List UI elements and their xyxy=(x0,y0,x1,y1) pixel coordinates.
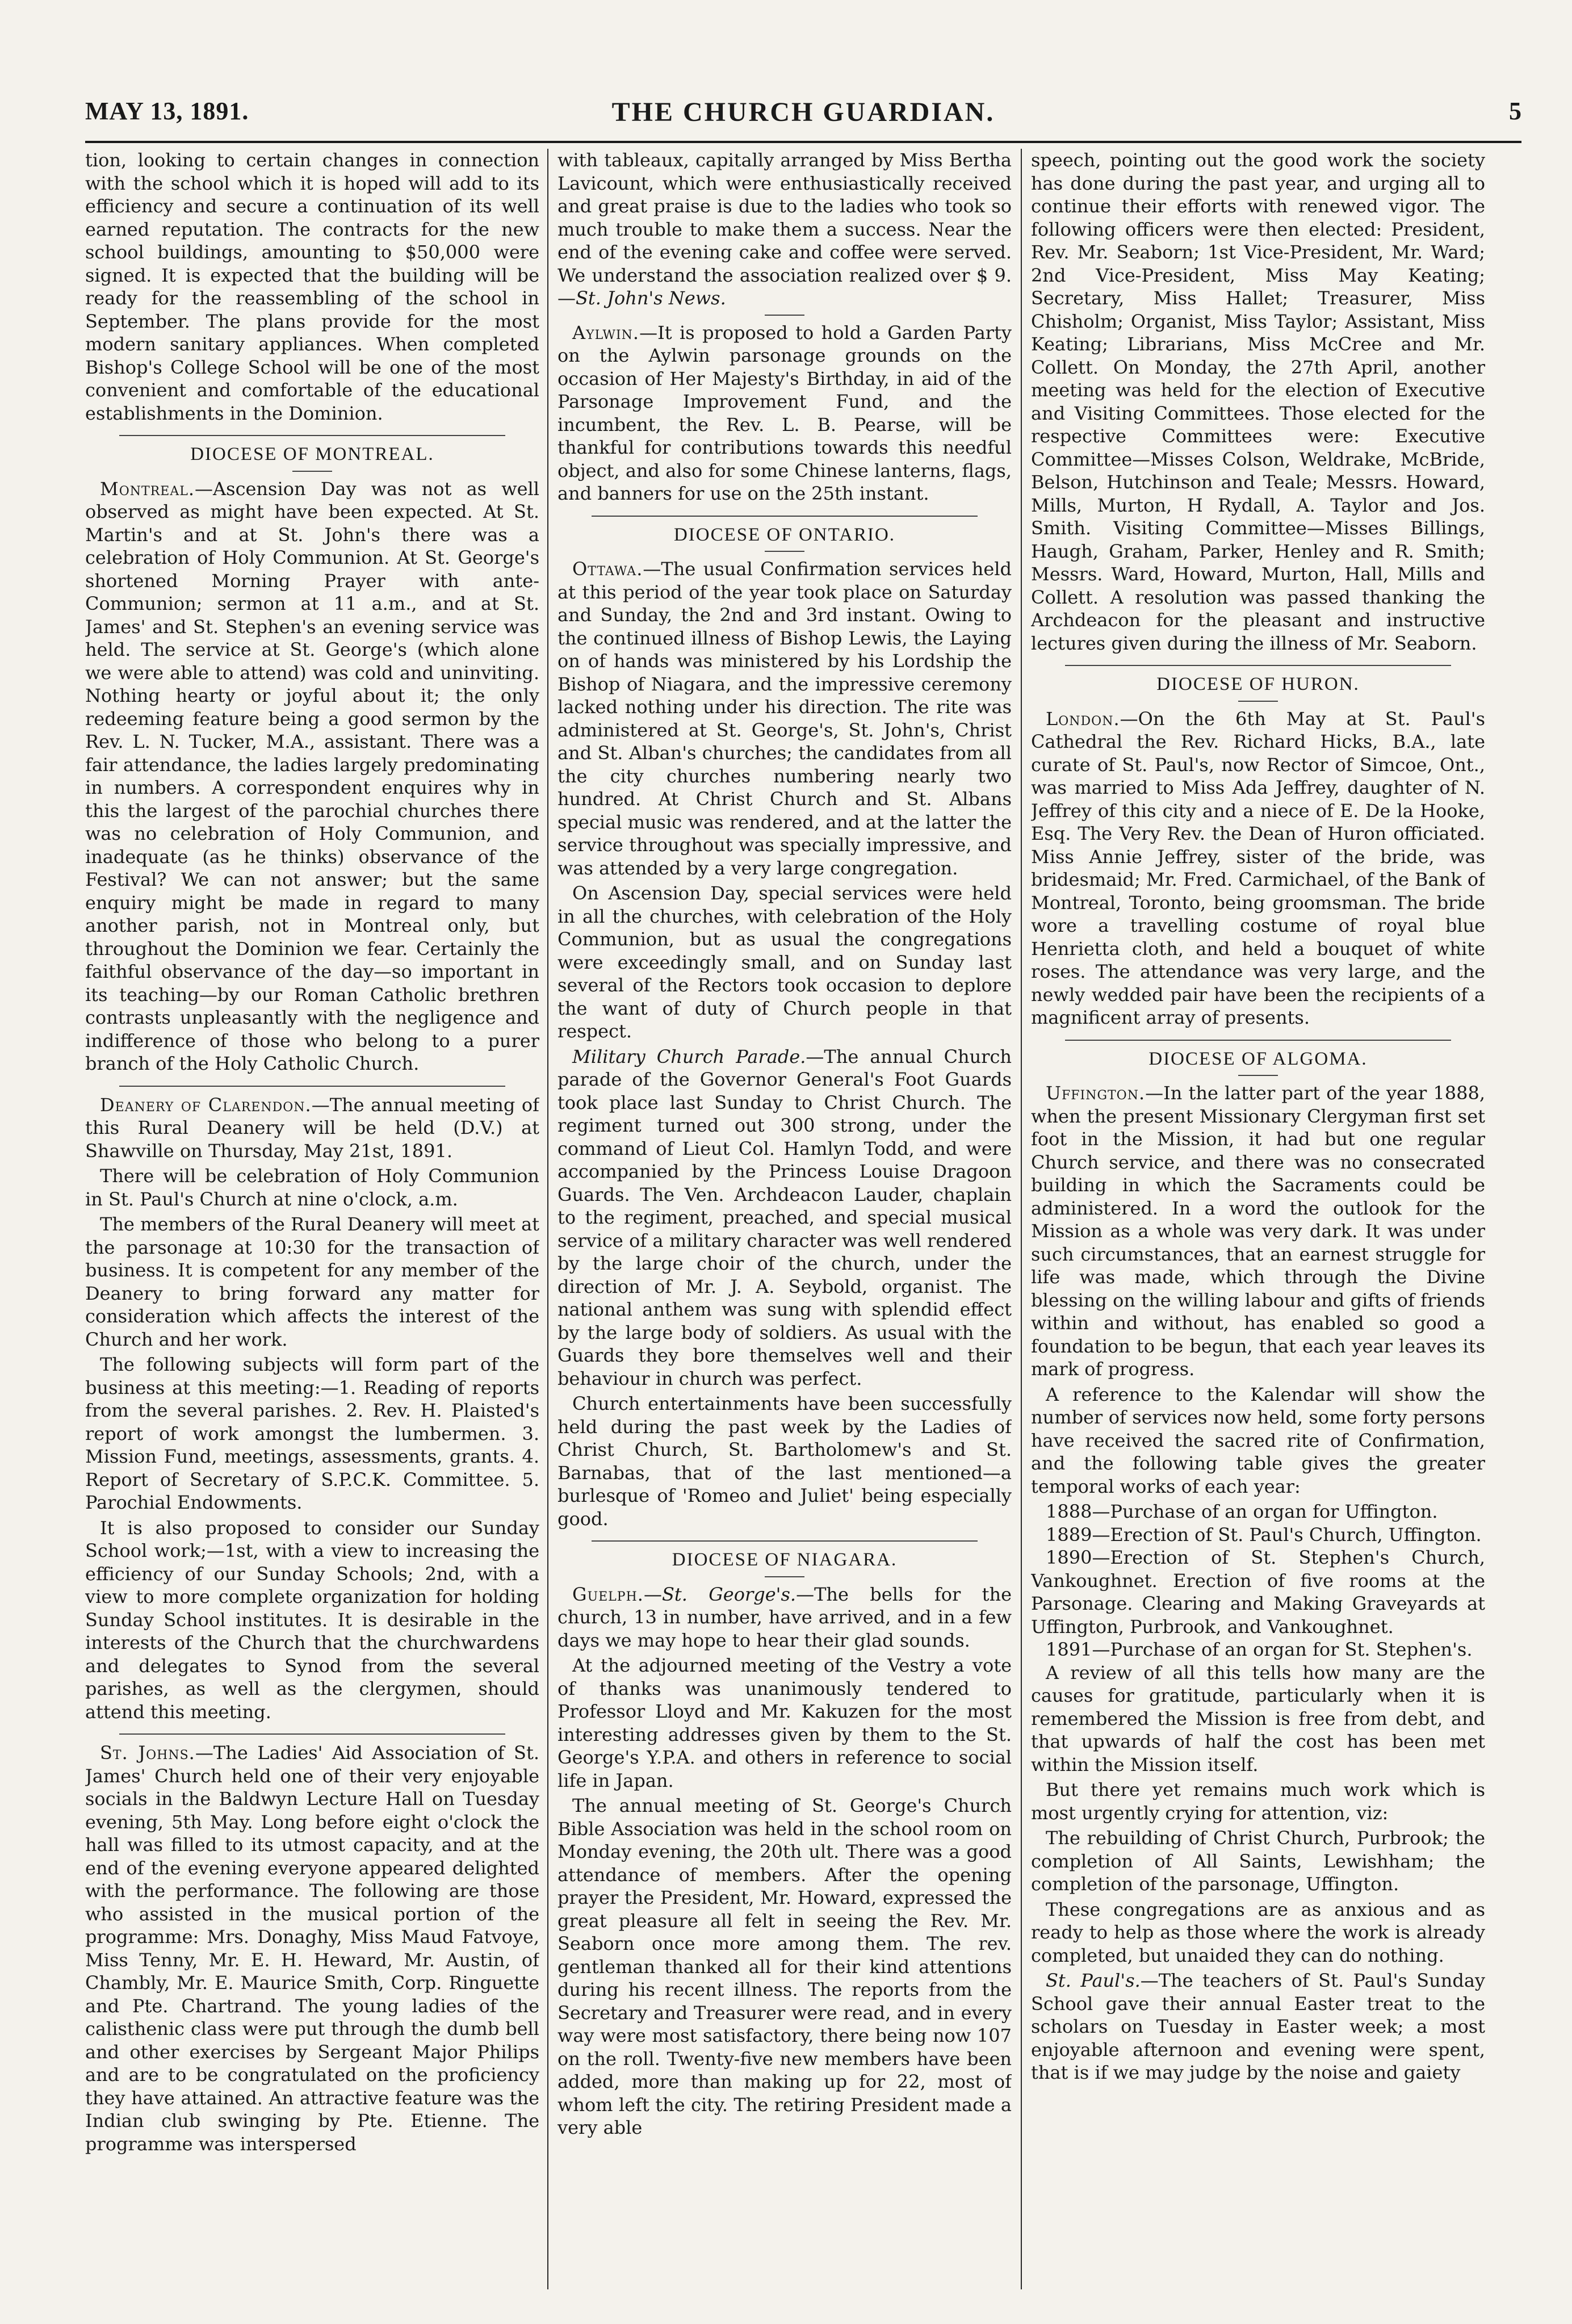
section-rule xyxy=(119,1086,505,1087)
article-lead: Montreal. xyxy=(100,478,195,500)
section-rule xyxy=(119,435,505,436)
article-lead: Aylwin. xyxy=(572,321,640,344)
article-paragraph: On Ascension Day, special services were held in all the churches, with celebration of the Holy Communion, but as usual the congregations were exceedingly small, and on Sunday last several of the Rectors took occasion to deplore the want of duty of Church people in that respect. xyxy=(557,882,1012,1042)
article-paragraph: speech, pointing out the good work the society has done during the past year, and urging all to continue their efforts with renewed vigor. The following officers were then elected: President, Rev. Mr. Seaborn; 1st Vice-President, Mr. Ward; 2nd Vice-President, Miss May Keating; Secretary, Miss Hallet; Treasurer, Miss Chisholm; Organist, Miss Taylor; Assistant, Miss Keating; Librarians, Miss McCree and Mr. Collett. On Monday, the 27th April, another meeting was held for the election of Executive and Visiting Committees. Those elected for the respective Committees were: Executive Committee—Misses Colson, Weldrake, McBride, Belson, Hutchinson and Teale; Messrs. Howard, Mills, Murton, H Rydall, A. Taylor and Jos. Smith. Visiting Committee—Misses Billings, Haugh, Graham, Parker, Henley and R. Smith; Messrs. Ward, Howard, Murton, Hall, Mills and Collett. A resolution was passed thanking the Archdeacon for the pleasant and instructive lectures given during the illness of Mr. Seaborn. xyxy=(1031,149,1485,654)
column-1 xyxy=(85,149,539,2295)
article-lead: Deanery of Clarendon. xyxy=(100,1094,312,1116)
article-paragraph: These congregations are as anxious and as ready to help as those where the work is already completed, but unaided they can do nothing. xyxy=(1031,1898,1485,1966)
heading-rule xyxy=(1238,1075,1278,1076)
column-3 xyxy=(1031,149,1485,2295)
article-paragraph xyxy=(557,321,1012,505)
article-paragraph xyxy=(85,1741,539,2155)
article-sublead: St. George's. xyxy=(661,1583,797,1605)
column-divider xyxy=(547,149,548,2289)
article-lead: Ottawa. xyxy=(572,558,643,580)
article-paragraph xyxy=(557,558,1012,880)
heading-rule xyxy=(292,471,332,472)
article-paragraph: tion, looking to certain changes in connection with the school which it is hoped will add to its efficiency and secure a continuation of its well earned reputation. The contracts for the new school buildings, amounting to $50,000 were signed. It is expected that the building will be ready for the reassembling of the school in September. The plans provide for the most modern sanitary appliances. When completed Bishop's College School will be one of the most convenient and comfortable of the educational establishments in the Dominion. xyxy=(85,149,539,424)
section-heading-algoma: DIOCESE OF ALGOMA. xyxy=(1148,1048,1368,1069)
article-source: St. John's News. xyxy=(576,287,726,309)
article-lead: Guelph. xyxy=(572,1583,644,1605)
section-rule xyxy=(1065,665,1451,666)
article-paragraph xyxy=(557,149,1012,310)
section-rule xyxy=(119,1733,505,1735)
article-text: —The annual meeting of this Rural Deanery will be held (D.V.) at Shawville on Thursday, May 21st, 1891. xyxy=(85,1094,539,1162)
article-paragraph: The following subjects will form part of the business at this meeting:—1. Reading of reports from the several parishes. 2. Rev. H. Plaisted's report of work amongst the lumbermen. 3. Mission Fund, meetings, assessments, grants. 4. Report of Secretary of S.P.C.K. Committee. 5. Parochial Endowments. xyxy=(85,1354,539,1513)
column-divider xyxy=(1021,149,1022,2289)
list-item: 1890—Erection of St. Stephen's Church, Vankoughnet. Erection of five rooms at the Parsonage. Clearing and Making Graveyards at Uffington, Purbrook, and Vankoughnet. xyxy=(1031,1547,1485,1638)
article-text: —Ascension Day was not as well observed as might have been expected. At St. Martin's and at St. John's there was a celebration of Holy Communion. At St. George's shortened Morning Prayer with ante-Communion; sermon at 11 a.m., and at St. James' and St. Stephen's an evening service was held. The service at St. George's (which alone we were able to attend) was cold and uninviting. Nothing hearty or joyful about it; the only redeeming feature being a good sermon by the Rev. L. N. Tucker, M.A., assistant. There was a fair attendance, the ladies largely predominating in numbers. A correspondent enquires why in this the largest of the parochial churches there was no celebration of Holy Communion, and inadequate (as he thinks) observance of the Festival? We can not answer; but the same enquiry might be made in regard to many another parish, not in Montreal only, but throughout the Dominion we fear. Certainly the faithful observance of the day—so important in its teaching—by our Roman Catholic brethren contrasts unpleasantly with the negligence and indifference of those who belong to a purer branch of the Holy Catholic Church. xyxy=(85,478,539,1074)
article-paragraph: It is also proposed to consider our Sunday School work;—1st, with a view to increasing the efficiency of our Sunday Schools; 2nd, with a view to more complete organization for holding Sunday School institutes. It is desirable in the interests of the Church that the churchwardens and delegates to Synod from the several parishes, as well as the clergymen, should attend this meeting. xyxy=(85,1517,539,1723)
list-item: 1888—Purchase of an organ for Uffington. xyxy=(1046,1501,1438,1522)
article-paragraph xyxy=(1031,707,1485,1029)
masthead-rule xyxy=(85,141,1521,143)
section-heading-ontario: DIOCESE OF ONTARIO. xyxy=(673,524,896,545)
article-paragraph: There will be celebration of Holy Communion in St. Paul's Church at nine o'clock, a.m. xyxy=(85,1165,539,1210)
newspaper-title: THE CHURCH GUARDIAN. xyxy=(611,97,995,127)
section-rule xyxy=(1065,1040,1451,1041)
article-paragraph: The annual meeting of St. George's Church Bible Association was held in the school room on Monday evening, the 20th ult. There was a good attendance of members. After the opening prayer the President, Mr. Howard, expressed the great pleasure all felt in seeing the Rev. Mr. Seaborn once more among them. The rev. gentleman thanked all for their kind attentions during his recent illness. The reports from the Secretary and Treasurer were read, and in every way were most satisfactory, there being now 107 on the roll. Twenty-five new members have been added, more than making up for 22, most of whom left the city. The retiring President made a very able xyxy=(557,1795,1012,2138)
article-text: —It is proposed to hold a Garden Party on the Aylwin parsonage grounds on the occasion of Her Majesty's Birthday, in aid of the Parsonage Improvement Fund, and the incumbent, the Rev. L. B. Pearse, will be thankful for contributions towards this needful object, and also for some Chinese lanterns, flags, and banners for use on the 25th instant. xyxy=(557,321,1012,504)
column-2 xyxy=(557,149,1012,2295)
article-paragraph: A reference to the Kalendar will show the number of services now held, some forty persons have received the sacred rite of Confirmation, and the following table gives the greater temporal works of each year: xyxy=(1031,1383,1485,1497)
section-heading-montreal: DIOCESE OF MONTREAL. xyxy=(190,444,434,464)
section-heading-huron: DIOCESE OF HURON. xyxy=(1156,674,1360,694)
page-number: 5 xyxy=(1509,97,1521,125)
article-paragraph xyxy=(557,1045,1012,1391)
heading-rule xyxy=(765,551,804,552)
article-lead: St. Paul's. xyxy=(1046,1970,1141,1991)
article-text: —The bells for the church, 13 in number, have arrived, and in a few days we may hope to hear their glad sounds. xyxy=(557,1583,1012,1651)
article-paragraph xyxy=(1031,1082,1485,1381)
article-paragraph xyxy=(85,1094,539,1163)
article-paragraph: At the adjourned meeting of the Vestry a vote of thanks was unanimously tendered to Professor Lloyd and Mr. Kakuzen for the most interesting addresses given by them to the St. George's Y.P.A. and others in reference to social life in Japan. xyxy=(557,1655,1012,1791)
article-text: —The annual Church parade of the Governor General's Foot Guards took place last Sunday to Christ Church. The regiment turned out 300 strong, under the command of Lieut Col. Hamlyn Todd, and were accompanied by the Princess Louise Dragoon Guards. The Ven. Archdeacon Lauder, chaplain to the regiment, preached, and special musical service of a military character was well rendered by the large choir of the church, under the direction of Mr. J. A. Seybold, organist. The national anthem was sung with splendid effect by the large body of soldiers. As usual with the Guards they bore themselves well and their behaviour in church was perfect. xyxy=(557,1045,1012,1389)
article-lead: Military Church Parade. xyxy=(572,1045,806,1067)
article-lead: London. xyxy=(1046,707,1120,730)
article-paragraph: But there yet remains much work which is most urgently crying for attention, viz: xyxy=(1031,1779,1485,1824)
section-rule xyxy=(592,1540,978,1542)
article-paragraph: A review of all this tells how many are the causes for gratitude, particularly when it is remembered the Mission is free from debt, and that upwards of half the cost has been met within the Mission itself. xyxy=(1031,1661,1485,1776)
article-lead: Uffington. xyxy=(1046,1082,1146,1104)
article-text: —The Ladies' Aid Association of St. James' Church held one of their very enjoyable socials in the Baldwyn Lecture Hall on Tuesday evening, 5th May. Long before eight o'clock the hall was filled to its utmost capacity, and at the end of the evening everyone appeared delighted with the performance. The following are those who assisted in the musical portion of the programme: Mrs. Donaghy, Miss Maud Fatvoye, Miss Tenny, Mr. E. H. Heward, Mr. Austin, of Chambly, Mr. E. Maurice Smith, Corp. Ringuette and Pte. Chartrand. The young ladies of the calisthenic class were put through the dumb bell and other exercises by Sergeant Major Philips and are to be congratulated on the proficiency they have attained. An attractive feature was the Indian club swinging by Pte. Etienne. The programme was interspersed xyxy=(85,1742,539,2155)
article-text: —In the latter part of the year 1888, when the present Missionary Clergyman first set foot in the Mission, it had but one regular Church service, and there was no consecrated building in which the Sacraments could be administered. In a word the outlook for the Mission as a whole was very dark. It was under such circumstances, that an earnest struggle for life was made, which through the Divine blessing on the willing labour and gifts of friends within and without, has enabled so good a foundation to be begun, that each year leaves its mark of progress. xyxy=(1031,1082,1485,1380)
article-paragraph xyxy=(1031,1969,1485,2084)
section-heading-niagara: DIOCESE OF NIAGARA. xyxy=(672,1550,898,1570)
article-paragraph: Guelph.—St. George's.—The bells for the church, 13 in number, have arrived, and in a few days we may hope to hear their glad sounds. xyxy=(557,1583,1012,1651)
list-item: 1891—Purchase of an organ for St. Stephen's. xyxy=(1046,1639,1473,1660)
article-text: —On the 6th May at St. Paul's Cathedral the Rev. Richard Hicks, B.A., late curate of St. Paul's, now Rector of Simcoe, Ont., was married to Miss Ada Jeffrey, daughter of N. Jeffrey of this city and a niece of E. De la Hooke, Esq. The Very Rev. the Dean of Huron officiated. Miss Annie Jeffrey, sister of the bride, was bridesmaid; Mr. Fred. Carmichael, of the Bank of Montreal, Toronto, being groomsman. The bride wore a travelling costume of royal blue Henrietta cloth, and held a bouquet of white roses. The attendance was very large, and the newly wedded pair have been the recipients of a magnificent array of presents. xyxy=(1031,707,1485,1028)
issue-date: MAY 13, 1891. xyxy=(85,97,249,125)
article-lead: St. Johns. xyxy=(100,1742,195,1764)
article-paragraph: The rebuilding of Christ Church, Purbrook; the completion of All Saints, Lewishham; the completion of the parsonage, Uffington. xyxy=(1031,1827,1485,1895)
article-text: —The usual Confirmation services held at this period of the year took place on Saturday and Sunday, the 2nd and 3rd instant. Owing to the continued illness of Bishop Lewis, the Laying on of hands was ministered by his Lordship the Bishop of Niagara, and the impressive ceremony lacked nothing under his direction. The rite was administered at St. George's, St. John's, Christ and St. Alban's churches; the candidates from all the city churches numbering nearly two hundred. At Christ Church and St. Albans special music was rendered, and at the latter the service throughout was specially impressive, and was attended by a very large congregation. xyxy=(557,558,1012,879)
article-text: with tableaux, capitally arranged by Miss Bertha Lavicount, which were enthusiastically received and great praise is due to the ladies who took so much trouble to make them a success. Near the end of the evening cake and coffee were served. We understand the association realized over $ 9.— xyxy=(557,149,1012,309)
article-text: —The teachers of St. Paul's Sunday School gave their annual Easter treat to the scholars on Tuesday in Easter week; a most enjoyable afternoon and evening were spent, that is if we may judge by the noise and gaiety xyxy=(1031,1970,1485,2083)
heading-rule xyxy=(1238,701,1278,702)
heading-rule xyxy=(765,1576,804,1577)
article-paragraph: The members of the Rural Deanery will meet at the parsonage at 10:30 for the transaction of business. It is competent for any member of the Deanery to bring forward any matter for consideration which affects the interest of the Church and her work. xyxy=(85,1213,539,1350)
list-item: 1889—Erection of St. Paul's Church, Uffington. xyxy=(1046,1523,1482,1546)
section-rule xyxy=(765,315,804,316)
article-paragraph xyxy=(85,478,539,1075)
section-rule xyxy=(592,516,978,517)
article-paragraph: Church entertainments have been successfully held during the past week by the Ladies of Christ Church, St. Bartholomew's and St. Barnabas, that of the last mentioned—a burlesque of 'Romeo and Juliet' being especially good. xyxy=(557,1393,1012,1530)
masthead xyxy=(85,97,1521,142)
